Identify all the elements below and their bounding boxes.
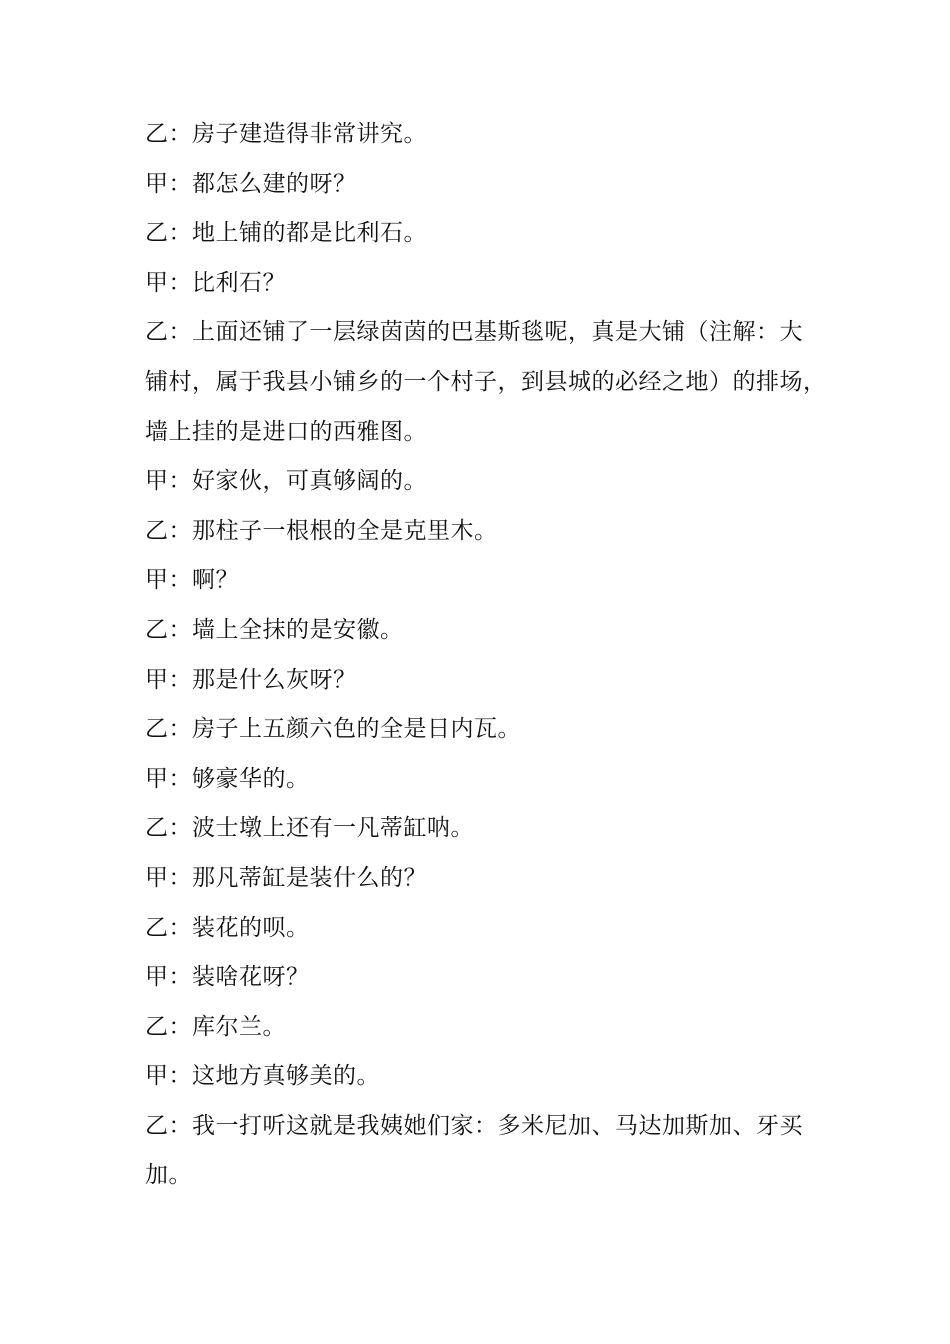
text-line: 乙：房子建造得非常讲究。 bbox=[145, 121, 427, 147]
text-line: 甲：那是什么灰呀？ bbox=[145, 666, 357, 693]
text-line: 甲：这地方真够美的。 bbox=[145, 1063, 380, 1090]
text-line: 乙：装花的呗。 bbox=[145, 914, 310, 941]
text-line: 加。 bbox=[145, 1162, 192, 1189]
text-line: 乙：墙上全抹的是安徽。 bbox=[145, 616, 404, 643]
text-line: 乙：那柱子一根根的全是克里木。 bbox=[145, 517, 498, 544]
text-line: 甲：啊？ bbox=[145, 567, 239, 594]
text-line: 乙：房子上五颜六色的全是日内瓦。 bbox=[145, 716, 521, 743]
text-line: 铺村，属于我县小铺乡的一个村子，到县城的必经之地）的排场， bbox=[145, 368, 827, 395]
text-line: 乙：地上铺的都是比利石。 bbox=[145, 220, 427, 247]
text-line: 甲：好家伙，可真够阔的。 bbox=[145, 468, 427, 495]
text-line: 乙：我一打听这就是我姨她们家：多米尼加、马达加斯加、牙买 bbox=[145, 1112, 803, 1139]
text-line: 乙：波士墩上还有一凡蒂缸呐。 bbox=[145, 815, 474, 842]
text-line: 甲：都怎么建的呀？ bbox=[145, 170, 357, 197]
text-line: 甲：装啥花呀？ bbox=[145, 964, 310, 991]
text-line: 甲：够豪华的。 bbox=[145, 765, 310, 792]
text-line: 乙：库尔兰。 bbox=[145, 1013, 286, 1040]
text-line: 甲：比利石？ bbox=[145, 269, 286, 296]
text-line: 墙上挂的是进口的西雅图。 bbox=[145, 418, 427, 445]
text-line: 乙：上面还铺了一层绿茵茵的巴基斯毯呢，真是大铺（注解：大 bbox=[145, 319, 803, 346]
dialogue-text bbox=[145, 110, 827, 1201]
text-line: 甲：那凡蒂缸是装什么的？ bbox=[145, 864, 427, 891]
